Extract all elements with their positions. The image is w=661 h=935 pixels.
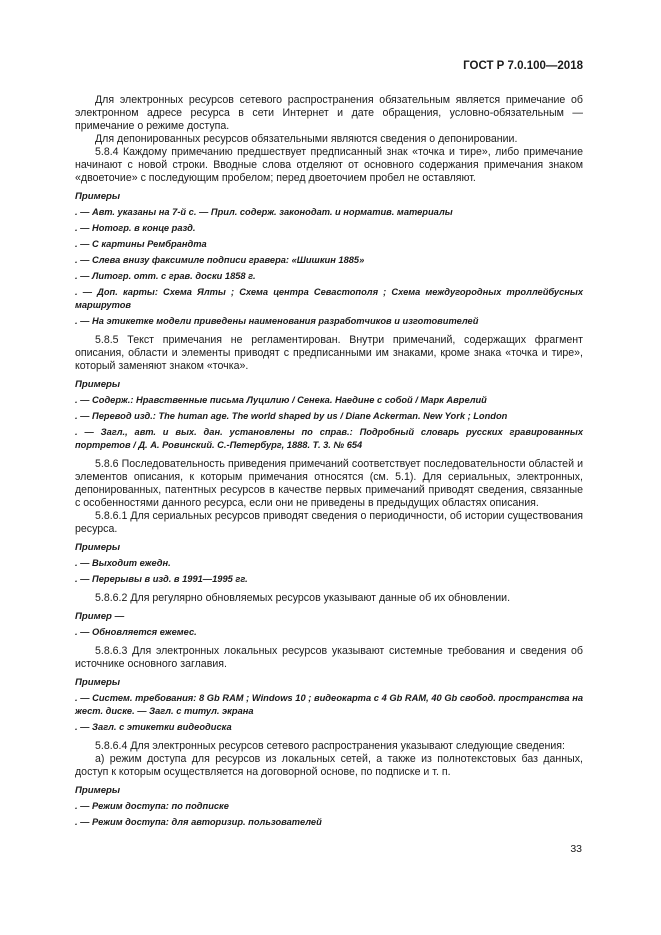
examples-label: Примеры <box>75 542 121 553</box>
paragraph: 5.8.6.2 Для регулярно обновляемых ресурсов указывают данные об их обновлении. <box>95 592 511 604</box>
example-line: . — Загл. с этикетки видеодиска <box>75 722 232 732</box>
paragraph: 5.8.6.1 Для сериальных ресурсов приводят сведения о периодичности, об истории существования ресурса. <box>75 510 583 535</box>
document-header: ГОСТ Р 7.0.100—2018 <box>463 60 583 72</box>
examples-label: Примеры <box>75 379 121 390</box>
example-line: . — Литогр. отт. с грав. доски 1858 г. <box>75 271 256 281</box>
example-line: . — Слева внизу факсимиле подписи гравера: «Шишкин 1885» <box>75 255 365 265</box>
example-line: . — Перевод изд.: The human age. The world shaped by us / Diane Ackerman. New York ; London <box>75 411 508 421</box>
example-line: . — Обновляется ежемес. <box>75 627 197 637</box>
example-line: . — Авт. указаны на 7-й с. — Прил. содерж. законодат. и норматив. материалы <box>75 207 453 217</box>
examples-label: Примеры <box>75 785 121 796</box>
example-line: . — Доп. карты: Схема Ялты ; Схема центра Севастополя ; Схема междугородных троллейбусных маршрутов <box>75 287 583 310</box>
paragraph: 5.8.6.4 Для электронных ресурсов сетевого распространения указывают следующие сведения: <box>95 740 565 752</box>
paragraph: 5.8.6.3 Для электронных локальных ресурсов указывают системные требования и сведения об источнике основного заглавия. <box>75 645 583 670</box>
example-line: . — С картины Рембрандта <box>75 239 207 249</box>
paragraph: а) режим доступа для ресурсов из локальных сетей, а также из полнотекстовых баз данных, доступ к которым осуществляется на договорной основе, по подписке и т. п. <box>75 753 583 778</box>
paragraph: 5.8.5 Текст примечания не регламентирован. Внутри примечаний, содержащих фрагмент описания, области и элементы приводят с предписанными им знаками, кроме знака «точка и тире», который заменяют знаком «точка». <box>75 334 583 372</box>
paragraph: Для электронных ресурсов сетевого распространения обязательным является примечание об электронном адресе ресурса в сети Интернет и дате обращения, условно-обязательным — примечание о режиме доступа. <box>75 94 583 132</box>
examples-label: Примеры <box>75 677 121 688</box>
example-line: . — Содерж.: Нравственные письма Луцилию / Сенека. Наедине с собой / Марк Аврелий <box>75 395 487 405</box>
example-line: . — Нотогр. в конце разд. <box>75 223 196 233</box>
example-line: . — Выходит ежедн. <box>75 558 171 568</box>
example-line: . — На этикетке модели приведены наименования разработчиков и изготовителей <box>75 316 479 326</box>
example-line: . — Загл., авт. и вых. дан. установлены по справ.: Подробный словарь русских гравированных портретов / Д. А. Ровинский. С.-Петербург, 1888. Т. 3. № 654 <box>75 427 583 450</box>
example-line: . — Перерывы в изд. в 1991—1995 гг. <box>75 574 248 584</box>
paragraph: Для депонированных ресурсов обязательными являются сведения о депонировании. <box>95 133 518 145</box>
examples-label: Пример — <box>75 611 125 622</box>
page-number: 33 <box>570 843 582 855</box>
paragraph: 5.8.4 Каждому примечанию предшествует предписанный знак «точка и тире», либо примечание начинают с новой строки. Вводные слова отделяют от основного содержания примечания знаком «двоеточие» с последующим пробелом; перед двоеточием пробел не оставляют. <box>75 146 583 184</box>
example-line: . — Систем. требования: 8 Gb RAM ; Windows 10 ; видеокарта с 4 Gb RAM, 40 Gb свобод. пространства на жест. диске. — Загл. с титул. экрана <box>75 693 583 716</box>
example-line: . — Режим доступа: для авторизир. пользователей <box>75 817 322 827</box>
paragraph: 5.8.6 Последовательность приведения примечаний соответствует последовательности областей и элементов описания, к которым примечания относятся (см. 5.1). Для сериальных, электронных, депонированных, патентных ресурсов в качестве первых примечаний приводят сведения, связанные с особенностями данного ресурса, если они не приведены в предыдущих областях описания. <box>75 458 583 509</box>
examples-label: Примеры <box>75 191 121 202</box>
example-line: . — Режим доступа: по подписке <box>75 801 229 811</box>
document-body <box>75 94 583 829</box>
